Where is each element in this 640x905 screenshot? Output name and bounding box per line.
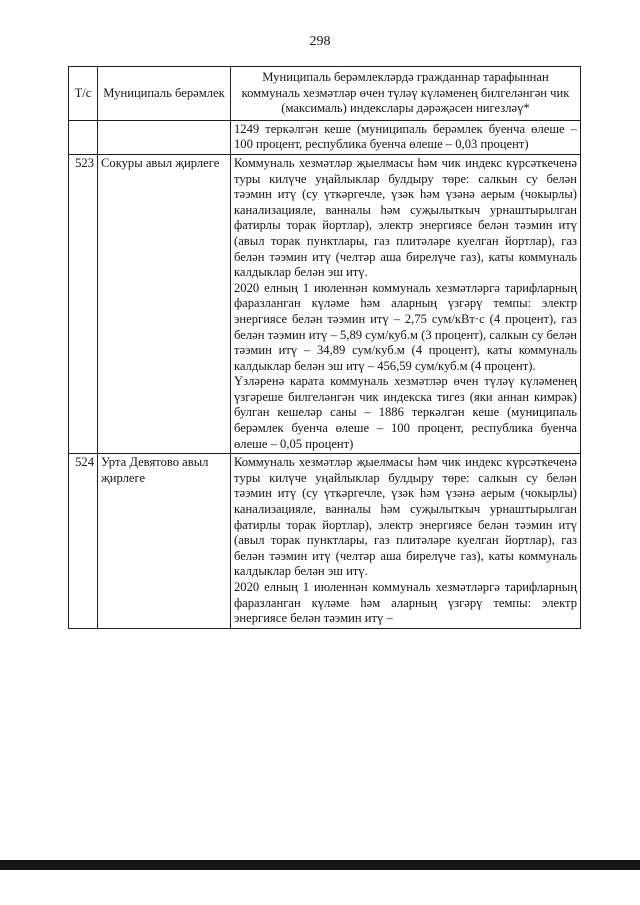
row-number [69, 120, 98, 154]
table-row-continuation [69, 120, 581, 154]
utilities-paragraph: Коммуналь хезмәтләр җыелмасы һәм чик индекс күрсәткеченә туры килүче уңайлыклар булдыру төре: салкын су белән тәэмин итү (су үткәргечле, үзәк һәм үзәнә аерым (чокырлы) канализацияле, ванналы һәм суҗылыткыч урнаштырылган фатирлы торак йортлар), электр энергиясе белән тәэмин итү (авыл торак пунктлары, газ плитәләре куелган йортлар), газ белән тәэмин итү (челтәр аша бирелүче газ), каты коммуналь калдыклар белән эш итү. [234, 155, 577, 280]
table-row [69, 454, 581, 629]
table-row [69, 154, 581, 453]
row-number: 523 [69, 154, 98, 453]
row-justification: 1249 теркәлгән кеше (муниципаль берәмлек буенча өлеше – 100 процент, республика буенча өлеше – 0,03 процент) [231, 120, 581, 154]
row-municipality: Урта Девятово авыл җирлеге [98, 454, 231, 629]
header-municipality: Муниципаль берәмлек [98, 67, 231, 121]
row-justification [231, 454, 581, 629]
tariffs-paragraph: 2020 елның 1 июленнән коммуналь хезмәтләргә тарифларның фаразланган күләме һәм аларның үзгәрү темпы: электр энергиясе белән тәэмин итү – 2,75 сум/кВт·с (4 процент), газ белән тәэмин итү – 5,89 сум/куб.м (3 процент), салкын су белән тәэмин итү – 34,89 сум/куб.м (4 процент), каты коммуналь калдыклар белән эш итү – 456,59 сум/куб.м (4 процент). [234, 280, 577, 373]
table-header-row [69, 67, 581, 121]
utilities-paragraph: Коммуналь хезмәтләр җыелмасы һәм чик индекс күрсәткеченә туры килүче уңайлыклар булдыру төре: салкын су белән тәэмин итү (су үткәргечле, үзәк һәм үзәнә аерым (чокырлы) канализацияле, ванналы һәм суҗылыткыч урнаштырылган фатирлы торак йортлар), электр энергиясе белән тәэмин итү (авыл торак пунктлары, газ плитәләре куелган йортлар), газ белән тәэмин итү (челтәр аша бирелүче газ), каты коммуналь калдыклар белән эш итү. [234, 455, 577, 579]
tariffs-paragraph: 2020 елның 1 июленнән коммуналь хезмәтләргә тарифларның фаразланган күләме һәм аларның үзгәрү темпы: электр энергиясе белән тәэмин итү – [234, 580, 577, 626]
row-municipality: Сокуры авыл җирлеге [98, 154, 231, 453]
scan-edge-bar [0, 860, 640, 870]
row-justification [231, 154, 581, 453]
row-number: 524 [69, 454, 98, 629]
tariff-index-table [68, 66, 581, 629]
header-justification: Муниципаль берәмлекләрдә гражданнар тарафыннан коммуналь хезмәтләр өчен түләү күләменең билгеләнгән чик (максималь) индекслары дәрәҗәсен нигезләү* [231, 67, 581, 121]
people-count-paragraph: Үзләренә карата коммуналь хезмәтләр өчен түләү күләменең үзгәреше билгеләнгән чик индекска тигез (яки аннан кимрәк) булган кешеләр саны – 1886 теркәлгән кеше (муниципаль берәмлек буенча өлеше – 100 процент, республика буенча өлеше – 0,05 процент) [234, 374, 577, 451]
header-number: Т/с [69, 67, 98, 121]
page-number: 298 [309, 34, 331, 49]
row-municipality [98, 120, 231, 154]
